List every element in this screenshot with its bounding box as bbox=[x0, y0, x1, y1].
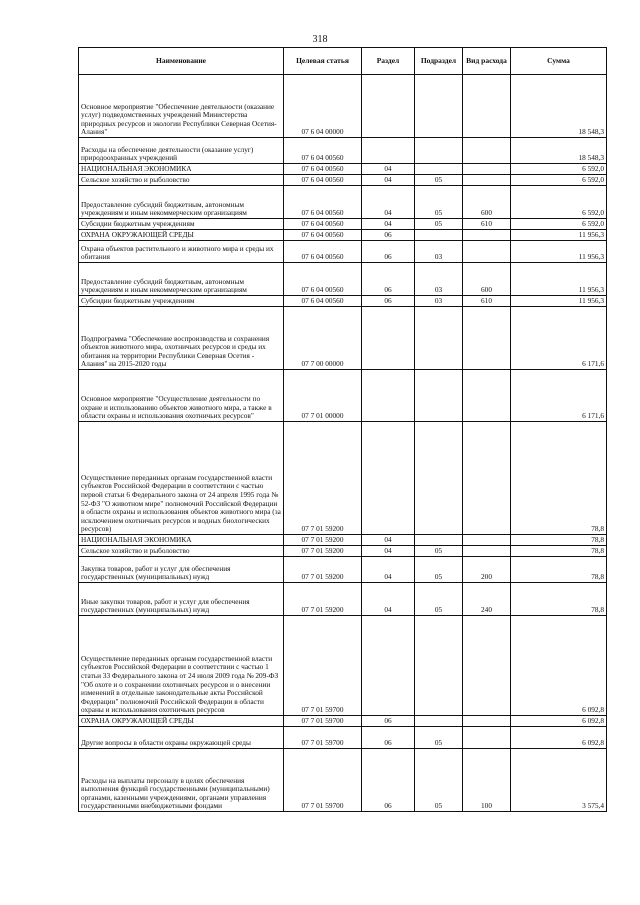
row-sum: 11 956,3 bbox=[511, 263, 607, 296]
row-subsection: 05 bbox=[415, 219, 463, 230]
row-sum: 78,8 bbox=[511, 422, 607, 535]
table-row bbox=[79, 164, 607, 175]
row-type: 200 bbox=[463, 557, 511, 583]
row-sum: 18 548,3 bbox=[511, 138, 607, 164]
row-name: Иные закупки товаров, работ и услуг для обеспечения государственных (муниципальных) нужд bbox=[79, 583, 284, 616]
table-row bbox=[79, 716, 607, 727]
row-code: 07 6 04 00000 bbox=[284, 75, 362, 138]
row-type bbox=[463, 307, 511, 370]
table-row bbox=[79, 749, 607, 812]
row-name: НАЦИОНАЛЬНАЯ ЭКОНОМИКА bbox=[79, 535, 284, 546]
table-row bbox=[79, 296, 607, 307]
table-row bbox=[79, 219, 607, 230]
row-name: Субсидии бюджетным учреждениям bbox=[79, 219, 284, 230]
header-subsection: Подраздел bbox=[415, 48, 463, 75]
row-name: Сельское хозяйство и рыболовство bbox=[79, 175, 284, 186]
row-code: 07 6 04 00560 bbox=[284, 296, 362, 307]
row-sum: 3 575,4 bbox=[511, 749, 607, 812]
table-header-row bbox=[79, 48, 607, 75]
row-code: 07 7 01 59700 bbox=[284, 616, 362, 716]
row-subsection: 05 bbox=[415, 186, 463, 219]
row-section: 06 bbox=[362, 241, 415, 263]
row-subsection: 05 bbox=[415, 583, 463, 616]
row-sum: 78,8 bbox=[511, 583, 607, 616]
row-code: 07 6 04 00560 bbox=[284, 138, 362, 164]
row-name: Закупка товаров, работ и услуг для обеспечения государственных (муниципальных) нужд bbox=[79, 557, 284, 583]
table-row bbox=[79, 370, 607, 422]
header-section: Раздел bbox=[362, 48, 415, 75]
row-type bbox=[463, 175, 511, 186]
row-section: 04 bbox=[362, 164, 415, 175]
budget-table bbox=[78, 47, 607, 812]
row-section: 06 bbox=[362, 749, 415, 812]
row-name: Другие вопросы в области охраны окружающей среды bbox=[79, 727, 284, 749]
row-subsection bbox=[415, 716, 463, 727]
row-section: 06 bbox=[362, 727, 415, 749]
row-type bbox=[463, 727, 511, 749]
row-name: Осуществление переданных органам государственной власти субъектов Российской Федерации в соответствии с частью первой статьи 6 Федерального закона от 24 апреля 1995 года № 52-ФЗ "О животном мире" полномочий Российской Федерации в области охраны и использования объектов животного мира (за исключением охотничьих ресурсов и водных биологических ресурсов) bbox=[79, 422, 284, 535]
row-section: 06 bbox=[362, 230, 415, 241]
row-code: 07 7 01 59700 bbox=[284, 749, 362, 812]
row-section bbox=[362, 370, 415, 422]
row-code: 07 7 01 59200 bbox=[284, 535, 362, 546]
row-sum: 6 171,6 bbox=[511, 307, 607, 370]
table-row bbox=[79, 616, 607, 716]
row-section: 06 bbox=[362, 296, 415, 307]
row-subsection: 05 bbox=[415, 749, 463, 812]
table-row bbox=[79, 583, 607, 616]
row-subsection bbox=[415, 370, 463, 422]
row-code: 07 7 01 59700 bbox=[284, 716, 362, 727]
row-subsection bbox=[415, 307, 463, 370]
row-section: 04 bbox=[362, 535, 415, 546]
row-sum: 6 092,8 bbox=[511, 716, 607, 727]
row-type: 600 bbox=[463, 186, 511, 219]
row-type bbox=[463, 241, 511, 263]
row-section bbox=[362, 616, 415, 716]
row-subsection bbox=[415, 164, 463, 175]
row-name: Основное мероприятие "Осуществление деятельности по охране и использованию объектов животного мира, а также в области охраны и использования охотничьих ресурсов" bbox=[79, 370, 284, 422]
row-name: ОХРАНА ОКРУЖАЮЩЕЙ СРЕДЫ bbox=[79, 230, 284, 241]
row-code: 07 6 04 00560 bbox=[284, 219, 362, 230]
table-row bbox=[79, 535, 607, 546]
row-subsection bbox=[415, 616, 463, 716]
row-sum: 11 956,3 bbox=[511, 241, 607, 263]
header-type: Вид расхода bbox=[463, 48, 511, 75]
row-name: Основное мероприятие "Обеспечение деятельности (оказание услуг) подведомственных учреждений Министерства природных ресурсов и экологии Республики Северная Осетия-Алания" bbox=[79, 75, 284, 138]
row-name: Сельское хозяйство и рыболовство bbox=[79, 546, 284, 557]
row-section bbox=[362, 422, 415, 535]
row-type: 600 bbox=[463, 263, 511, 296]
row-section bbox=[362, 307, 415, 370]
row-subsection bbox=[415, 138, 463, 164]
row-sum: 78,8 bbox=[511, 546, 607, 557]
row-code: 07 7 01 59700 bbox=[284, 727, 362, 749]
row-subsection: 03 bbox=[415, 296, 463, 307]
row-subsection bbox=[415, 422, 463, 535]
row-section: 04 bbox=[362, 583, 415, 616]
row-type bbox=[463, 535, 511, 546]
row-name: Расходы на выплаты персоналу в целях обеспечения выполнения функций государственными (муниципальными) органами, казенными учреждениями, органами управления государственными внебюджетными фондами bbox=[79, 749, 284, 812]
row-code: 07 7 00 00000 bbox=[284, 307, 362, 370]
row-name: Предоставление субсидий бюджетным, автономным учреждениям и иным некоммерческим организациям bbox=[79, 263, 284, 296]
row-sum: 18 548,3 bbox=[511, 75, 607, 138]
row-name: Подпрограмма "Обеспечение воспроизводства и сохранения объектов животного мира, охотничьих ресурсов и среды их обитания на территории Республики Северная Осетия - Алания" на 2015-2020 годы bbox=[79, 307, 284, 370]
row-code: 07 7 01 59200 bbox=[284, 546, 362, 557]
row-code: 07 6 04 00560 bbox=[284, 164, 362, 175]
row-type bbox=[463, 230, 511, 241]
row-name: Субсидии бюджетным учреждениям bbox=[79, 296, 284, 307]
table-row bbox=[79, 75, 607, 138]
row-name: НАЦИОНАЛЬНАЯ ЭКОНОМИКА bbox=[79, 164, 284, 175]
row-subsection bbox=[415, 75, 463, 138]
table-row bbox=[79, 241, 607, 263]
row-code: 07 7 01 59200 bbox=[284, 422, 362, 535]
row-subsection: 03 bbox=[415, 241, 463, 263]
table-row bbox=[79, 138, 607, 164]
row-type: 610 bbox=[463, 219, 511, 230]
row-sum: 6 092,8 bbox=[511, 727, 607, 749]
row-name: Предоставление субсидий бюджетным, автономным учреждениям и иным некоммерческим организациям bbox=[79, 186, 284, 219]
table-row bbox=[79, 230, 607, 241]
row-sum: 78,8 bbox=[511, 557, 607, 583]
row-section: 04 bbox=[362, 219, 415, 230]
row-sum: 6 092,8 bbox=[511, 616, 607, 716]
row-section: 04 bbox=[362, 546, 415, 557]
row-code: 07 6 04 00560 bbox=[284, 186, 362, 219]
row-sum: 78,8 bbox=[511, 535, 607, 546]
row-code: 07 6 04 00560 bbox=[284, 241, 362, 263]
row-type bbox=[463, 422, 511, 535]
table-row bbox=[79, 727, 607, 749]
row-type bbox=[463, 616, 511, 716]
row-code: 07 7 01 00000 bbox=[284, 370, 362, 422]
row-sum: 6 171,6 bbox=[511, 370, 607, 422]
row-type bbox=[463, 370, 511, 422]
row-section: 04 bbox=[362, 557, 415, 583]
row-sum: 6 592,0 bbox=[511, 219, 607, 230]
row-subsection bbox=[415, 230, 463, 241]
row-sum: 11 956,3 bbox=[511, 296, 607, 307]
header-code: Целевая статья bbox=[284, 48, 362, 75]
row-type: 610 bbox=[463, 296, 511, 307]
row-type bbox=[463, 164, 511, 175]
row-code: 07 7 01 59200 bbox=[284, 583, 362, 616]
header-name: Наименование bbox=[79, 48, 284, 75]
row-section bbox=[362, 75, 415, 138]
table-row bbox=[79, 307, 607, 370]
row-subsection: 05 bbox=[415, 727, 463, 749]
row-sum: 6 592,0 bbox=[511, 164, 607, 175]
row-code: 07 6 04 00560 bbox=[284, 175, 362, 186]
row-type bbox=[463, 716, 511, 727]
row-type: 100 bbox=[463, 749, 511, 812]
row-sum: 6 592,0 bbox=[511, 175, 607, 186]
row-sum: 6 592,0 bbox=[511, 186, 607, 219]
row-section: 04 bbox=[362, 175, 415, 186]
table-row bbox=[79, 263, 607, 296]
row-type bbox=[463, 546, 511, 557]
row-code: 07 6 04 00560 bbox=[284, 230, 362, 241]
table-row bbox=[79, 422, 607, 535]
header-sum: Сумма bbox=[511, 48, 607, 75]
row-type: 240 bbox=[463, 583, 511, 616]
row-name: Расходы на обеспечение деятельности (оказание услуг) природоохранных учреждений bbox=[79, 138, 284, 164]
row-section: 06 bbox=[362, 263, 415, 296]
row-section bbox=[362, 138, 415, 164]
table-row bbox=[79, 186, 607, 219]
table-row bbox=[79, 557, 607, 583]
row-type bbox=[463, 75, 511, 138]
row-name: ОХРАНА ОКРУЖАЮЩЕЙ СРЕДЫ bbox=[79, 716, 284, 727]
row-section: 04 bbox=[362, 186, 415, 219]
row-subsection bbox=[415, 535, 463, 546]
row-sum: 11 956,3 bbox=[511, 230, 607, 241]
page-number: 318 bbox=[312, 34, 328, 45]
row-subsection: 05 bbox=[415, 557, 463, 583]
table-row bbox=[79, 175, 607, 186]
row-subsection: 05 bbox=[415, 175, 463, 186]
row-code: 07 7 01 59200 bbox=[284, 557, 362, 583]
row-name: Осуществление переданных органам государственной власти субъектов Российской Федерации в соответствии с частью 1 статьи 33 Федерального закона от 24 июля 2009 года № 209-ФЗ "Об охоте и о сохранении охотничьих ресурсов и о внесении изменений в отдельные законодательные акты Российской Федерации" полномочий Российской Федерации в области охраны и использования охотничьих ресурсов bbox=[79, 616, 284, 716]
row-subsection: 05 bbox=[415, 546, 463, 557]
row-subsection: 03 bbox=[415, 263, 463, 296]
row-type bbox=[463, 138, 511, 164]
row-code: 07 6 04 00560 bbox=[284, 263, 362, 296]
table-row bbox=[79, 546, 607, 557]
row-name: Охрана объектов растительного и животного мира и среды их обитания bbox=[79, 241, 284, 263]
row-section: 06 bbox=[362, 716, 415, 727]
